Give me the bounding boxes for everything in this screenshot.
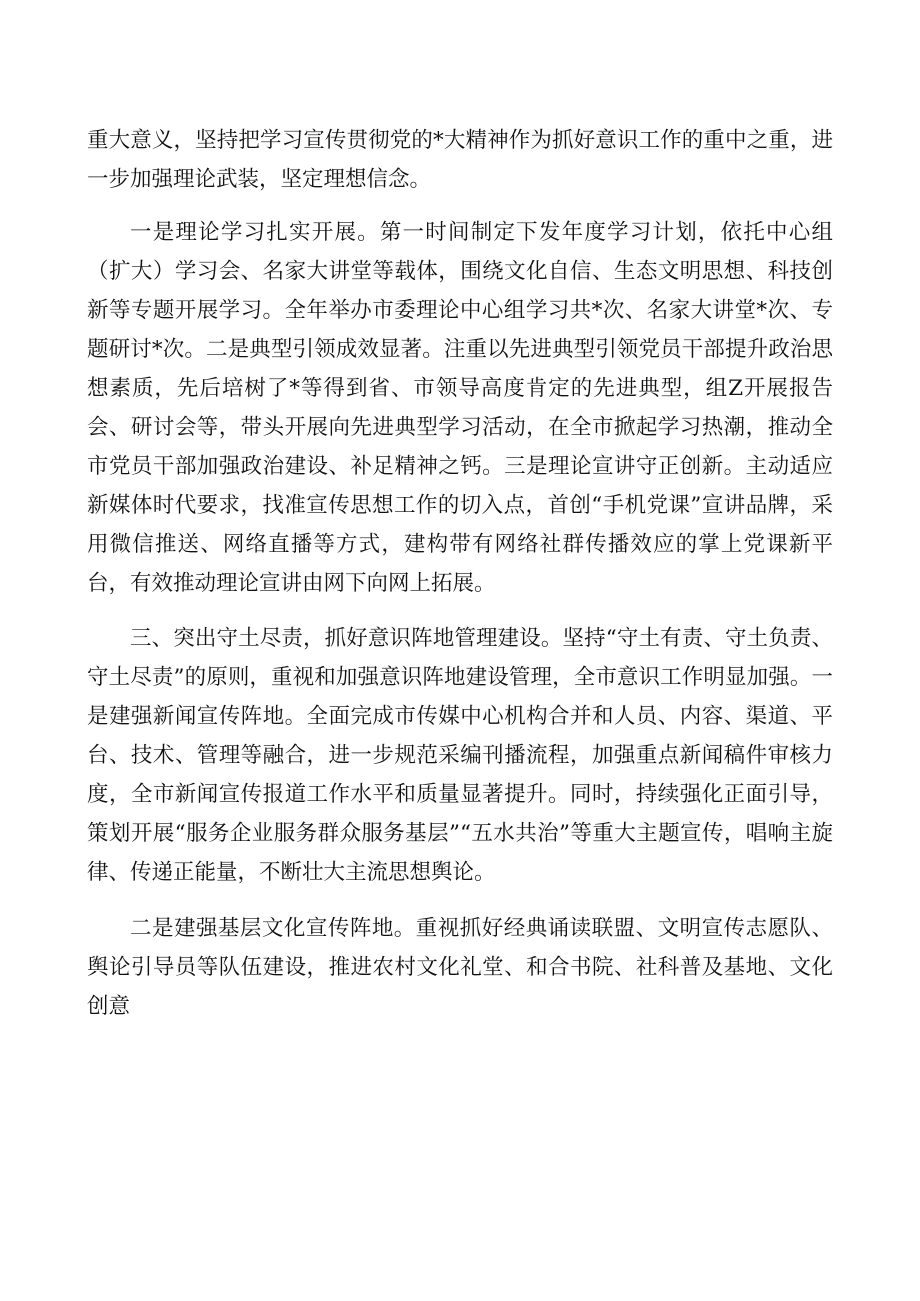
paragraph-grassroots-culture: 二是建强基层文化宣传阵地。重视抓好经典诵读联盟、文明宣传志愿队、舆论引导员等队伍建设，推进农村文化礼堂、和合书院、社科普及基地、文化创意: [87, 916, 833, 1019]
document-body: [87, 121, 833, 1026]
paragraph-ideology-positions: 三、突出守土尽责，抓好意识阵地管理建设。坚持“守土有责、守土负责、守土尽责”的原则，重视和加强意识阵地建设管理，全市意识工作明显加强。一是建强新闻宣传阵地。全面完成市传媒中心机构合并和人员、内容、渠道、平台、技术、管理等融合，进一步规范采编刊播流程，加强重点新闻稿件审核力度，全市新闻宣传报道工作水平和质量显著提升。同时，持续强化正面引导，策划开展“服务企业服务群众服务基层”“五水共治”等重大主题宣传，唱响主旋律、传递正能量，不断壮大主流思想舆论。: [87, 626, 833, 885]
paragraph-theory-study: 一是理论学习扎实开展。第一时间制定下发年度学习计划，依托中心组（扩大）学习会、名家大讲堂等载体，围绕文化自信、生态文明思想、科技创新等专题开展学习。全年举办市委理论中心组学习共*次、名家大讲堂*次、专题研讨*次。二是典型引领成效显著。注重以先进典型引领党员干部提升政治思想素质，先后培树了*等得到省、市领导高度肯定的先进典型，组Z开展报告会、研讨会等，带头开展向先进典型学习活动，在全市掀起学习热潮，推动全市党员干部加强政治建设、补足精神之钙。三是理论宣讲守正创新。主动适应新媒体时代要求，找准宣传思想工作的切入点，首创“手机党课”宣讲品牌，采用微信推送、网络直播等方式，建构带有网络社群传播效应的掌上党课新平台，有效推动理论宣讲由网下向网上拓展。: [87, 220, 833, 596]
paragraph-continuation: 重大意义，坚持把学习宣传贯彻党的*大精神作为抓好意识工作的重中之重，进一步加强理论武装，坚定理想信念。: [87, 128, 833, 192]
